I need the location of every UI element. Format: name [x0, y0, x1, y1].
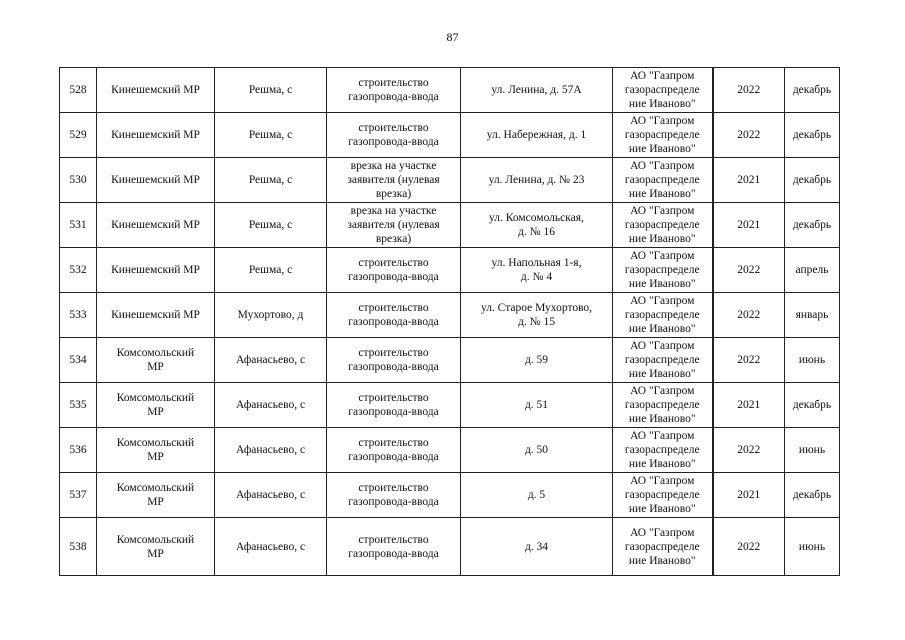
cell-organization: АО "Газпром газораспределе ние Иваново" [613, 113, 713, 158]
table-row [60, 428, 840, 473]
table-row [60, 383, 840, 428]
cell-year: 2021 [713, 473, 785, 518]
cell-locality: Афанасьево, с [215, 338, 327, 383]
cell-address: д. 59 [461, 338, 613, 383]
cell-district: Комсомольский МР [97, 518, 215, 576]
table-row [60, 518, 840, 576]
cell-address: д. 50 [461, 428, 613, 473]
cell-work-type: врезка на участке заявителя (нулевая врезка) [327, 158, 461, 203]
cell-locality: Афанасьево, с [215, 473, 327, 518]
cell-work-type: врезка на участке заявителя (нулевая врезка) [327, 203, 461, 248]
cell-district: Кинешемский МР [97, 113, 215, 158]
cell-locality: Мухортово, д [215, 293, 327, 338]
cell-year: 2022 [713, 113, 785, 158]
table-row [60, 473, 840, 518]
cell-year: 2022 [713, 428, 785, 473]
cell-work-type: строительство газопровода-ввода [327, 383, 461, 428]
gas-connection-table [59, 67, 840, 576]
cell-district: Кинешемский МР [97, 248, 215, 293]
table-row [60, 338, 840, 383]
cell-number: 535 [60, 383, 97, 428]
cell-work-type: строительство газопровода-ввода [327, 518, 461, 576]
cell-organization: АО "Газпром газораспределе ние Иваново" [613, 68, 713, 113]
cell-month: июнь [785, 518, 840, 576]
cell-number: 532 [60, 248, 97, 293]
cell-work-type: строительство газопровода-ввода [327, 428, 461, 473]
cell-work-type: строительство газопровода-ввода [327, 473, 461, 518]
cell-locality: Решма, с [215, 248, 327, 293]
cell-locality: Афанасьево, с [215, 518, 327, 576]
cell-number: 531 [60, 203, 97, 248]
cell-district: Кинешемский МР [97, 293, 215, 338]
table-row [60, 203, 840, 248]
cell-organization: АО "Газпром газораспределе ние Иваново" [613, 338, 713, 383]
cell-work-type: строительство газопровода-ввода [327, 338, 461, 383]
cell-address: ул. Набережная, д. 1 [461, 113, 613, 158]
cell-work-type: строительство газопровода-ввода [327, 248, 461, 293]
table-row [60, 158, 840, 203]
cell-number: 534 [60, 338, 97, 383]
cell-number: 536 [60, 428, 97, 473]
cell-month: июнь [785, 338, 840, 383]
cell-district: Комсомольский МР [97, 383, 215, 428]
cell-district: Комсомольский МР [97, 338, 215, 383]
cell-month: декабрь [785, 158, 840, 203]
cell-month: декабрь [785, 473, 840, 518]
cell-number: 538 [60, 518, 97, 576]
cell-organization: АО "Газпром газораспределе ние Иваново" [613, 518, 713, 576]
cell-district: Комсомольский МР [97, 428, 215, 473]
cell-month: декабрь [785, 68, 840, 113]
cell-district: Комсомольский МР [97, 473, 215, 518]
cell-year: 2022 [713, 518, 785, 576]
cell-year: 2022 [713, 68, 785, 113]
cell-number: 530 [60, 158, 97, 203]
cell-district: Кинешемский МР [97, 158, 215, 203]
cell-address: ул. Комсомольская, д. № 16 [461, 203, 613, 248]
cell-organization: АО "Газпром газораспределе ние Иваново" [613, 158, 713, 203]
cell-number: 528 [60, 68, 97, 113]
table-row [60, 248, 840, 293]
cell-organization: АО "Газпром газораспределе ние Иваново" [613, 473, 713, 518]
cell-locality: Афанасьево, с [215, 428, 327, 473]
cell-year: 2022 [713, 293, 785, 338]
cell-month: декабрь [785, 113, 840, 158]
cell-address: ул. Ленина, д. № 23 [461, 158, 613, 203]
cell-month: июнь [785, 428, 840, 473]
cell-organization: АО "Газпром газораспределе ние Иваново" [613, 383, 713, 428]
table-row [60, 113, 840, 158]
cell-work-type: строительство газопровода-ввода [327, 113, 461, 158]
cell-year: 2022 [713, 248, 785, 293]
cell-month: декабрь [785, 383, 840, 428]
cell-work-type: строительство газопровода-ввода [327, 293, 461, 338]
cell-address: д. 34 [461, 518, 613, 576]
cell-address: ул. Напольная 1-я, д. № 4 [461, 248, 613, 293]
cell-organization: АО "Газпром газораспределе ние Иваново" [613, 428, 713, 473]
cell-work-type: строительство газопровода-ввода [327, 68, 461, 113]
cell-address: ул. Ленина, д. 57А [461, 68, 613, 113]
cell-locality: Решма, с [215, 68, 327, 113]
cell-organization: АО "Газпром газораспределе ние Иваново" [613, 293, 713, 338]
page-number: 87 [446, 30, 459, 44]
cell-number: 537 [60, 473, 97, 518]
cell-address: д. 51 [461, 383, 613, 428]
cell-district: Кинешемский МР [97, 68, 215, 113]
cell-address: ул. Старое Мухортово, д. № 15 [461, 293, 613, 338]
cell-locality: Решма, с [215, 203, 327, 248]
cell-number: 533 [60, 293, 97, 338]
cell-locality: Решма, с [215, 158, 327, 203]
cell-organization: АО "Газпром газораспределе ние Иваново" [613, 248, 713, 293]
cell-number: 529 [60, 113, 97, 158]
cell-district: Кинешемский МР [97, 203, 215, 248]
cell-address: д. 5 [461, 473, 613, 518]
cell-locality: Решма, с [215, 113, 327, 158]
cell-organization: АО "Газпром газораспределе ние Иваново" [613, 203, 713, 248]
cell-month: декабрь [785, 203, 840, 248]
cell-month: апрель [785, 248, 840, 293]
cell-year: 2021 [713, 203, 785, 248]
cell-month: январь [785, 293, 840, 338]
cell-year: 2022 [713, 338, 785, 383]
cell-year: 2021 [713, 158, 785, 203]
table-row [60, 68, 840, 113]
table-row [60, 293, 840, 338]
cell-year: 2021 [713, 383, 785, 428]
cell-locality: Афанасьево, с [215, 383, 327, 428]
